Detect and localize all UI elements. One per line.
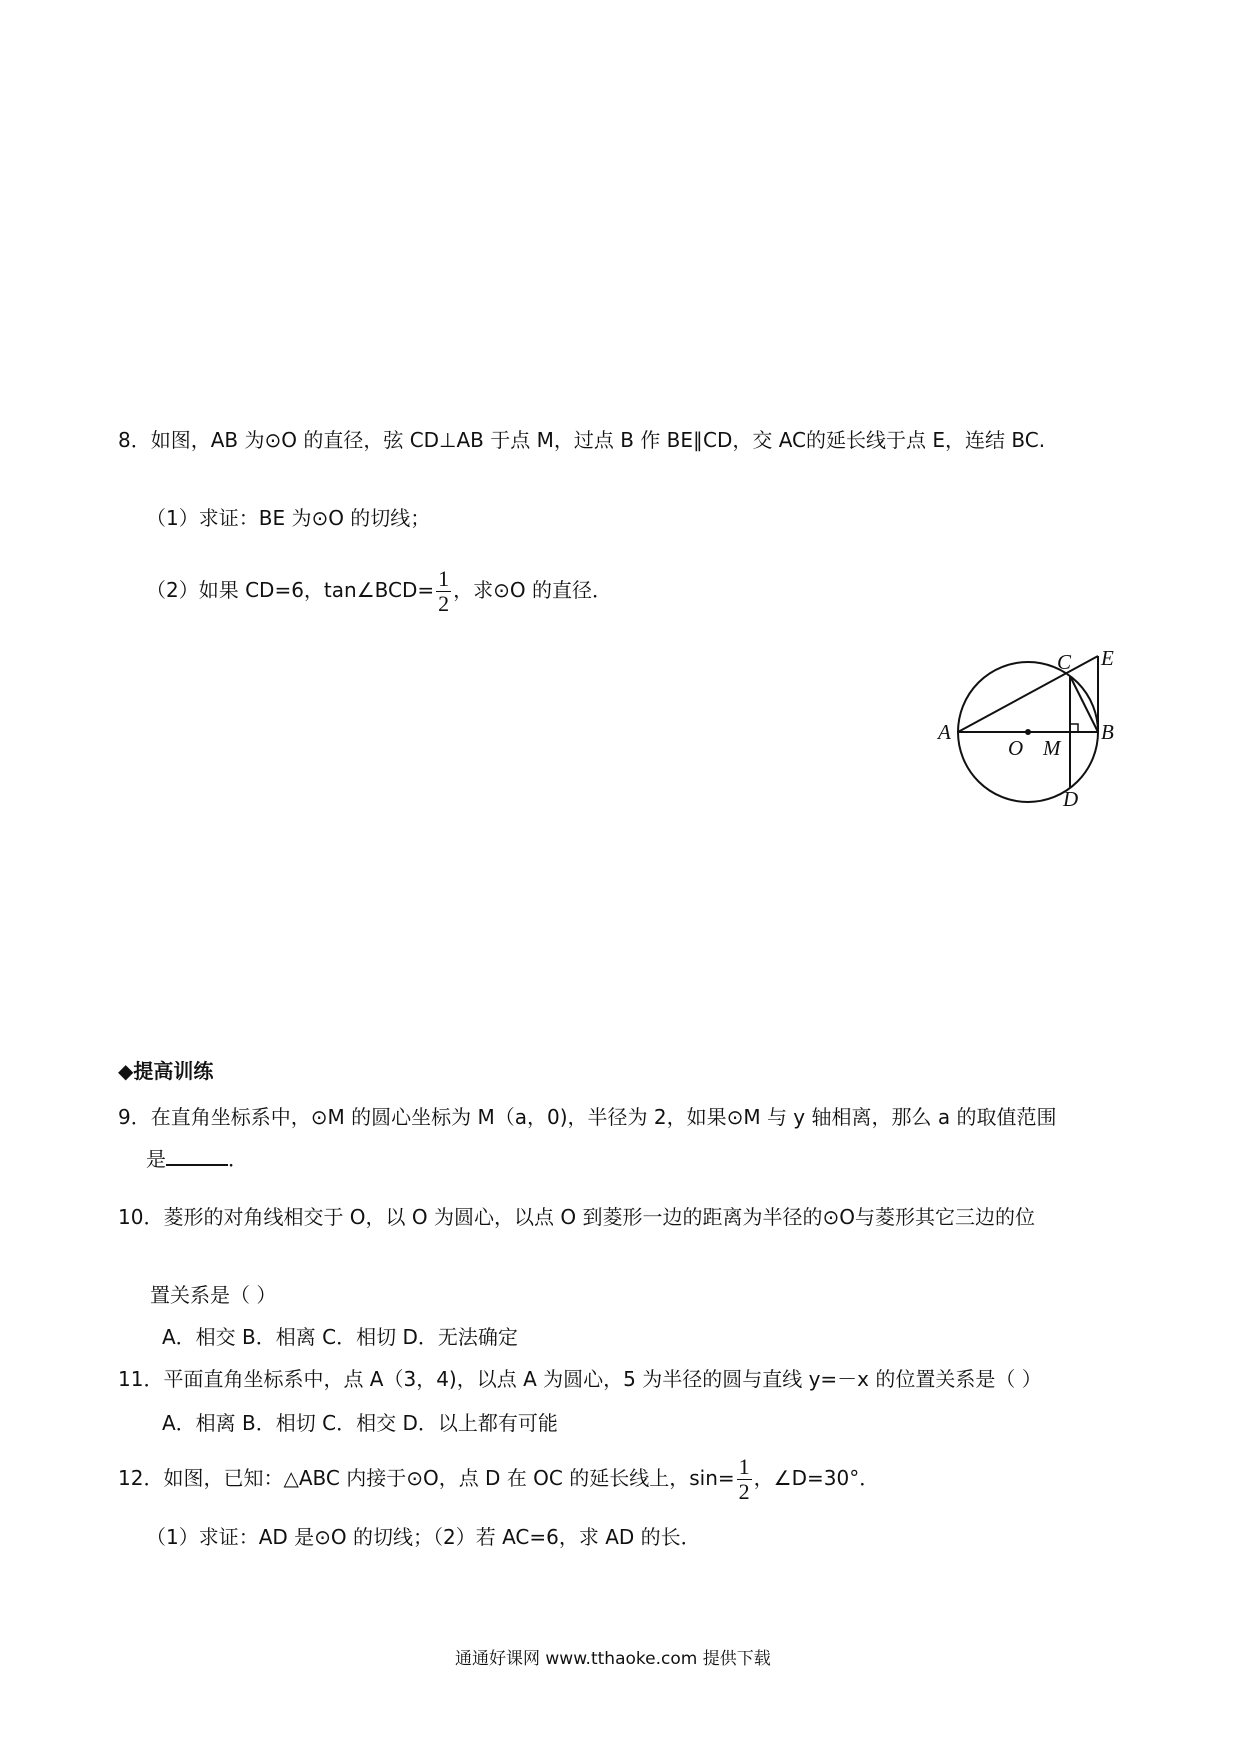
page-footer: 通通好课网 www.tthaoke.com 提供下载: [455, 1649, 771, 1669]
label-c: C: [1057, 650, 1072, 674]
q10-line2: 置关系是（ ）: [150, 1283, 277, 1307]
q8-part1: （1）求证：BE 为⊙O 的切线；: [146, 506, 431, 530]
q8-stem: 8．如图，AB 为⊙O 的直径，弦 CD⊥AB 于点 M，过点 B 作 BE∥CD，交 AC的延长线于点 E，连结 BC.: [118, 428, 1046, 452]
label-m: M: [1043, 736, 1061, 760]
q8-part2-text: （2）如果 CD=6，tan∠BCD=: [146, 578, 435, 602]
q12-fraction-numerator: 1: [738, 1454, 750, 1479]
q11-options: A．相离 B．相切 C．相交 D．以上都有可能: [162, 1411, 558, 1435]
label-o: O: [1008, 736, 1024, 760]
q9-answer-blank: [166, 1144, 228, 1166]
label-a: A: [938, 720, 951, 744]
q8-part2-tail: ，求⊙O 的直径．: [453, 578, 612, 602]
q9-line2: [146, 1144, 248, 1172]
q12-fraction: [737, 1455, 752, 1504]
q12-stem: [118, 1448, 879, 1508]
q9-line2-tail: ．: [228, 1147, 248, 1171]
right-angle-mark: [1070, 724, 1078, 732]
q12-parts: （1）求证：AD 是⊙O 的切线；（2）若 AC=6，求 AD 的长．: [146, 1525, 701, 1549]
q12-stem-tail: ，∠D=30°．: [753, 1466, 880, 1490]
label-b: B: [1101, 720, 1114, 744]
q8-fraction-denominator: 2: [438, 591, 450, 616]
center-dot: [1025, 729, 1031, 735]
q8-fraction-numerator: 1: [438, 566, 450, 591]
q12-stem-text: 12．如图，已知：△ABC 内接于⊙O，点 D 在 OC 的延长线上，sin=: [118, 1466, 735, 1490]
q10-options: A．相交 B．相离 C．相切 D．无法确定: [162, 1325, 518, 1349]
q8-part2: [146, 560, 612, 620]
label-e: E: [1101, 646, 1114, 670]
q9-line2-text: 是: [146, 1147, 166, 1171]
q11-stem: 11．平面直角坐标系中，点 A（3，4)，以点 A 为圆心，5 为半径的圆与直线 y=－x 的位置关系是（ ）: [118, 1367, 1042, 1391]
q10-line1: 10．菱形的对角线相交于 O，以 O 为圆心，以点 O 到菱形一边的距离为半径的⊙O与菱形其它三边的位: [118, 1205, 1035, 1229]
q8-fraction: [436, 567, 451, 616]
section-title: ◆提高训练: [118, 1059, 214, 1083]
q9-line1: 9．在直角坐标系中，⊙M 的圆心坐标为 M（a，0)，半径为 2，如果⊙M 与 y 轴相离，那么 a 的取值范围: [118, 1105, 1057, 1129]
label-d: D: [1063, 787, 1079, 810]
line-ae: [958, 656, 1098, 732]
q12-fraction-denominator: 2: [738, 1479, 750, 1504]
q8-circle-figure: [930, 640, 1120, 810]
